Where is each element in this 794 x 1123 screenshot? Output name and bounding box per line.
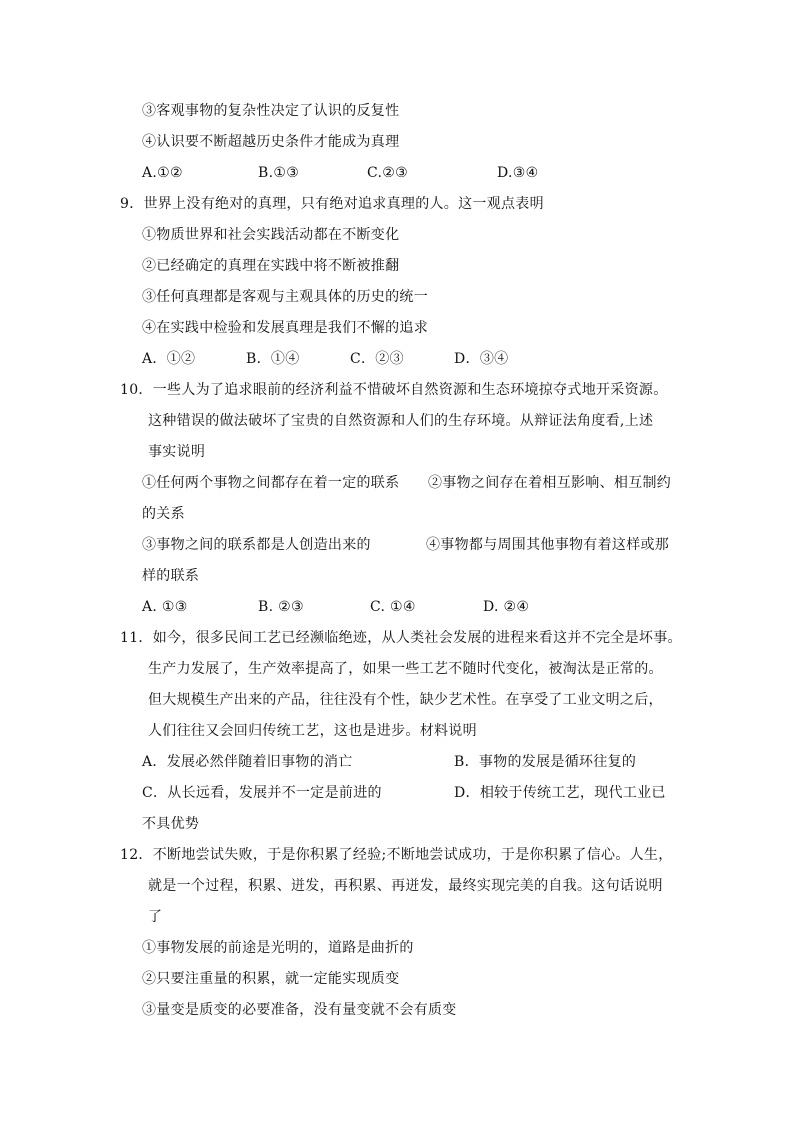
q9-stem: 9．世界上没有绝对的真理，只有绝对追求真理的人。这一观点表明 (120, 196, 544, 212)
q10-options (142, 596, 529, 618)
q10-statement-2: ②事物之间存在着相互影响、相互制约 (428, 475, 672, 491)
q8-option-b: B.①③ (258, 165, 300, 181)
q12-statement-3: ③量变是质变的必要准备，没有量变就不会有质变 (142, 1002, 457, 1018)
q10-stem-line-3: 事实说明 (148, 444, 206, 460)
q11-options-a-b (142, 751, 636, 773)
q11-stem-line-1: 11．如今，很多民间工艺已经濒临绝迹，从人类社会发展的进程来看这并不完全是坏事。 (120, 630, 682, 646)
q9-option-d: D．③④ (454, 351, 509, 367)
q9-option-c: C．②③ (350, 351, 404, 367)
q10-statement-3: ③事物之间的联系都是人创造出来的 (142, 537, 371, 553)
q10-statement-1: ①任何两个事物之间都存在着一定的联系 (142, 475, 400, 491)
q12-stem-line-2: 就是一个过程，积累、迸发，再积累、再迸发，最终实现完美的自我。这句话说明 (148, 878, 663, 894)
q11-option-b: B．事物的发展是循环往复的 (454, 754, 637, 770)
q10-statement-2-continued: 的关系 (142, 506, 185, 522)
q11-options-c-d (142, 782, 666, 804)
q9-statement-3: ③任何真理都是客观与主观具体的历史的统一 (142, 289, 428, 305)
q9-statement-2: ②已经确定的真理在实践中将不断被推翻 (142, 258, 400, 274)
q8-statement-3: ③客观事物的复杂性决定了认识的反复性 (142, 103, 400, 119)
q10-statements-1-2 (142, 472, 671, 494)
q8-option-a: A.①② (142, 165, 183, 181)
q9-option-b: B．①④ (246, 351, 300, 367)
q10-statement-4-continued: 样的联系 (142, 568, 200, 584)
q11-stem-line-3: 但大规模生产出来的产品，往往没有个性，缺少艺术性。在享受了工业文明之后， (148, 692, 663, 708)
q12-stem-line-3: 了 (148, 909, 163, 925)
q9-option-a: A．①② (142, 351, 196, 367)
q11-stem-line-4: 人们往往又会回归传统工艺，这也是进步。材料说明 (148, 723, 477, 739)
q11-option-d: D．相较于传统工艺，现代工业已 (454, 785, 666, 801)
q10-option-d: D. ②④ (483, 599, 530, 615)
q9-options (142, 348, 508, 370)
q11-stem-line-2: 生产力发展了，生产效率提高了，如果一些工艺不随时代变化，被淘汰是正常的。 (148, 661, 663, 677)
q11-option-d-continued: 不具优势 (142, 816, 200, 832)
q8-option-c: C.②③ (367, 165, 408, 181)
q8-statement-4: ④认识要不断超越历史条件才能成为真理 (142, 134, 400, 150)
q10-option-a: A. ①③ (142, 599, 188, 615)
q10-option-c: C. ①④ (370, 599, 416, 615)
q8-options (142, 162, 538, 184)
q10-statements-3-4 (142, 534, 669, 556)
q12-stem-line-1: 12．不断地尝试失败，于是你积累了经验;不断地尝试成功，于是你积累了信心。人生， (120, 847, 673, 863)
q10-stem-line-1: 10．一些人为了追求眼前的经济利益不惜破坏自然资源和生态环境掠夺式地开采资源。 (120, 382, 668, 398)
q9-statement-4: ④在实践中检验和发展真理是我们不懈的追求 (142, 320, 428, 336)
q10-statement-4: ④事物都与周围其他事物有着这样或那 (426, 537, 670, 553)
q8-option-d: D.③④ (497, 165, 539, 181)
q11-option-a: A．发展必然伴随着旧事物的消亡 (142, 754, 353, 770)
q11-option-c: C．从长远看，发展并不一定是前进的 (142, 785, 382, 801)
q12-statement-1: ①事物发展的前途是光明的，道路是曲折的 (142, 940, 414, 956)
q10-option-b: B. ②③ (258, 599, 304, 615)
q12-statement-2: ②只要注重量的积累，就一定能实现质变 (142, 971, 400, 987)
q9-statement-1: ①物质世界和社会实践活动都在不断变化 (142, 227, 400, 243)
q10-stem-line-2: 这种错误的做法破坏了宝贵的自然资源和人们的生存环境。从辩证法角度看,上述 (148, 413, 654, 429)
